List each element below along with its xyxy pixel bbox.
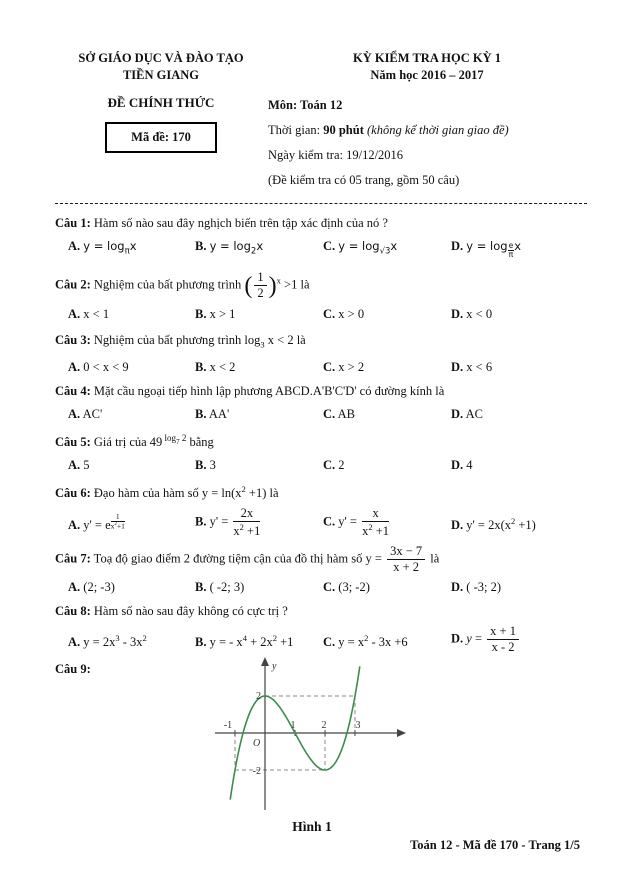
question-stem: Câu 8: Hàm số nào sau đây không có cực trị ? <box>55 604 288 619</box>
cubic-graph <box>207 655 417 813</box>
exam-title-line2: Năm học 2016 – 2017 <box>370 68 484 82</box>
time-line <box>268 118 586 143</box>
question-stem: Câu 1: Hàm số nào sau đây nghịch biến trên tập xác định của nó ? <box>55 216 388 230</box>
options-row <box>55 304 590 324</box>
exam-title-line1: KỲ KIỂM TRA HỌC KỲ 1 <box>352 51 502 65</box>
question-number: Câu 6: <box>55 486 91 501</box>
option-c: C. x > 2 <box>323 360 365 375</box>
options-row <box>55 236 590 261</box>
option-d: D. x < 0 <box>451 306 493 321</box>
option-c: C. (3; -2) <box>323 580 370 595</box>
option-b: B. y = - $x^4 + 2x^2 +1$ <box>195 632 294 649</box>
question-number: Câu 3: <box>55 332 91 347</box>
time-duration: 90 phút <box>323 123 364 137</box>
question-number: Câu 4: <box>55 384 91 399</box>
option-b: B. y' = $\frac{2x}{x^2 +1}$ <box>195 506 261 539</box>
question <box>55 544 590 597</box>
option-d: D. x < 6 <box>451 360 493 375</box>
question <box>55 213 590 261</box>
question-number: Câu 5: <box>55 435 91 450</box>
page-footer: Toán 12 - Mã đề 170 - Trang 1/5 <box>410 838 580 852</box>
question-number: Câu 2: <box>55 277 91 292</box>
option-b: B. x > 1 <box>195 306 236 321</box>
question-number: Câu 9: <box>55 662 91 677</box>
question <box>55 381 590 424</box>
options-row <box>55 404 590 424</box>
question-stem: Câu 2: Nghiệm của bất phương trình ( $\frac{1}{2}$ )$^x$ >1 là <box>55 270 310 301</box>
options-row <box>55 506 590 539</box>
department-line1: SỞ GIÁO DỤC VÀ ĐÀO TẠO <box>78 51 244 65</box>
option-b: B. AA' <box>195 407 230 422</box>
y-axis-label: y <box>272 661 277 672</box>
question <box>55 428 590 475</box>
exam-code-box: Mã đề: 170 <box>105 122 217 153</box>
option-b: B. $y = \log_2x$ <box>195 239 264 257</box>
option-a: A. AC' <box>68 407 103 422</box>
page-header <box>0 50 624 200</box>
question-stem: Câu 3: Nghiệm của bất phương trình $\log_3 x < 2$ là <box>55 332 306 350</box>
question-stem: Câu 6: Đạo hàm của hàm số $y = \ln(x^2 +1)$ là <box>55 484 279 501</box>
header-left-block <box>55 50 267 153</box>
option-b: B. 3 <box>195 458 216 473</box>
option-c: C. AB <box>323 407 355 422</box>
y-axis-arrow <box>261 657 269 666</box>
question-number: Câu 8: <box>55 604 91 619</box>
question-stem: Câu 4: Mặt cầu ngoại tiếp hình lập phương ABCD.A'B'C'D' có đường kính là <box>55 384 445 399</box>
question <box>55 601 590 655</box>
x-tick-neg1: -1 <box>223 720 233 731</box>
option-d: D. $y' = 2x(x^2 +1)$ <box>451 515 536 533</box>
y-tick-2: 2 <box>256 691 261 702</box>
options-row <box>55 577 590 597</box>
questions <box>55 213 590 683</box>
option-d: D. ( -3; 2) <box>451 580 501 595</box>
x-tick-3: 3 <box>355 720 361 731</box>
option-a: A. $y = 2x^3 - 3x^2$ <box>68 632 147 649</box>
option-c: C. $y = x^2 - 3x +6$ <box>323 632 408 649</box>
date-line: Ngày kiểm tra: 19/12/2016 <box>268 148 404 162</box>
option-d: D. 4 <box>451 458 473 473</box>
option-a: A. $y = \log_\pi x$ <box>68 239 137 257</box>
header-right-block <box>268 50 586 193</box>
options-row <box>55 624 590 655</box>
x-axis-arrow <box>397 729 406 737</box>
y-tick-neg2: -2 <box>252 766 261 777</box>
time-note: (không kể thời gian giao đề) <box>363 123 509 137</box>
origin-label: O <box>253 738 261 749</box>
option-a: A. y' = e $^{\frac{1}{x^2+1}}$ <box>68 512 125 533</box>
options-row <box>55 357 590 377</box>
option-d: D. AC <box>451 407 483 422</box>
exam-meta <box>268 93 586 193</box>
pages-note-line: (Đề kiểm tra có 05 trang, gồm 50 câu) <box>268 173 460 187</box>
time-prefix: Thời gian: <box>268 123 324 137</box>
option-c: C. $y = \log_{√3}x$ <box>323 239 398 257</box>
figure-caption: Hình 1 <box>292 819 332 834</box>
dashed-separator <box>55 203 587 204</box>
question <box>55 270 590 323</box>
figure-1 <box>0 655 624 835</box>
x-tick-2: 2 <box>321 720 327 731</box>
question <box>55 330 590 378</box>
exam-type-label: ĐỀ CHÍNH THỨC <box>107 95 215 110</box>
option-c: C. y' = $\frac{x}{x^2 +1}$ <box>323 506 390 539</box>
question-stem: Câu 7: Toạ độ giao điểm 2 đường tiệm cận của đồ thị hàm số y = $\frac{3x - 7}{x + 2}$ là <box>55 543 440 574</box>
option-a: A. 5 <box>68 458 90 473</box>
department-line2: TIỀN GIANG <box>122 68 200 82</box>
option-b: B. ( -2; 3) <box>195 580 245 595</box>
question-number: Câu 1: <box>55 216 91 230</box>
option-c: C. 2 <box>323 458 345 473</box>
x-tick-1: 1 <box>290 720 296 731</box>
question-stem: Câu 5: Giá trị của 49 $^{log_7 2}$ bằng <box>55 433 214 450</box>
option-a: A. x < 1 <box>68 306 110 321</box>
option-d: D. y = log $_{\frac{e}{\pi}}$ x <box>451 239 522 260</box>
option-a: A. 0 < x < 9 <box>68 360 129 375</box>
subject-line: Môn: Toán 12 <box>268 98 343 112</box>
option-a: A. (2; -3) <box>68 580 115 595</box>
question-number: Câu 7: <box>55 551 91 566</box>
question <box>55 479 590 540</box>
option-d: D. y = $\frac{x + 1}{x - 2}$ <box>451 624 590 655</box>
option-c: C. x > 0 <box>323 306 365 321</box>
options-row <box>55 455 590 475</box>
option-b: B. x < 2 <box>195 360 236 375</box>
